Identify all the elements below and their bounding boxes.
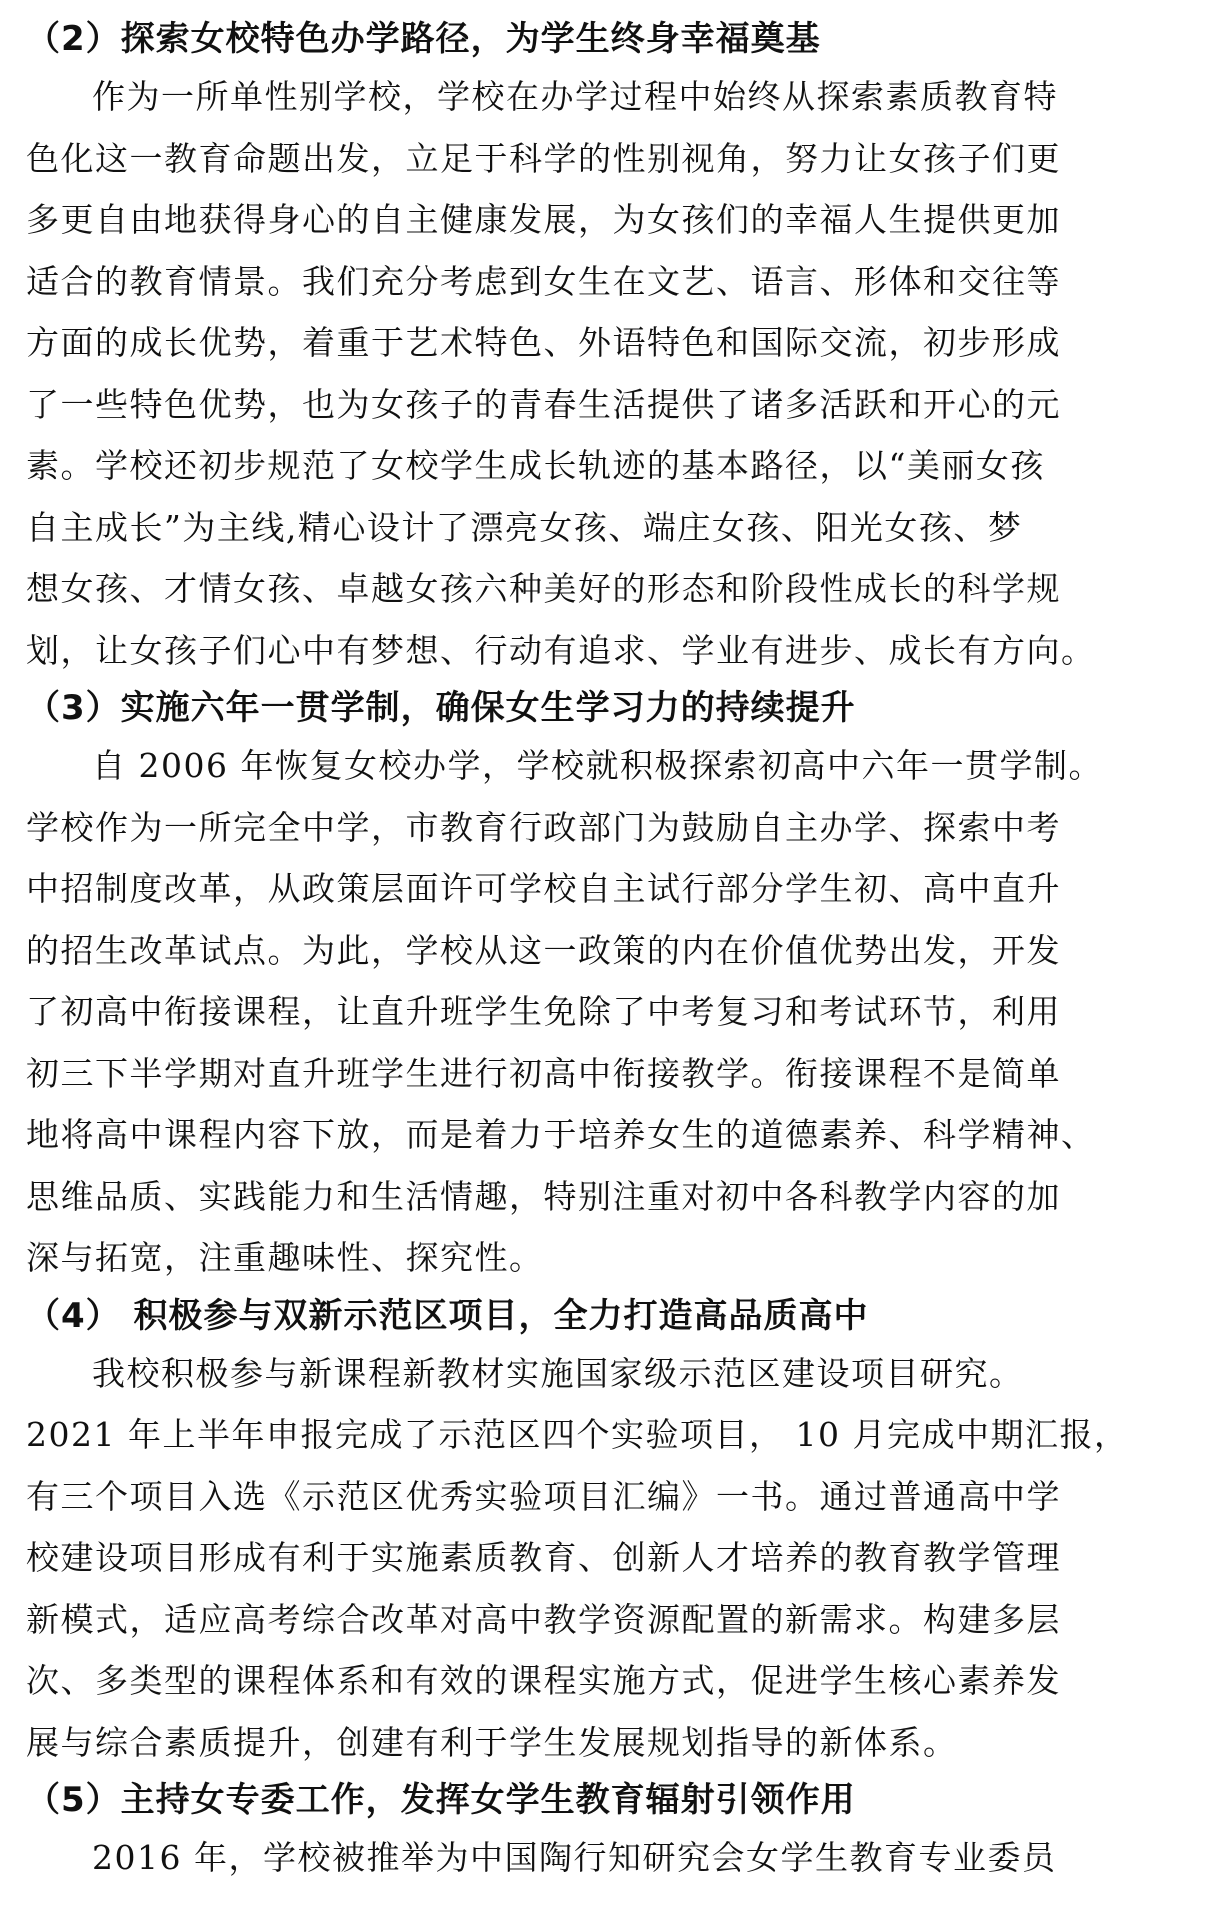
paragraph-line: 展与综合素质提升，创建有利于学生发展规划指导的新体系。: [26, 1722, 958, 1762]
paragraph-line: 划，让女孩子们心中有梦想、行动有追求、学业有进步、成长有方向。: [26, 630, 1096, 670]
paragraph-line: 有三个项目入选《示范区优秀实验项目汇编》一书。通过普通高中学: [26, 1476, 1061, 1516]
paragraph-line: 新模式，适应高考综合改革对高中教学资源配置的新需求。构建多层: [26, 1599, 1061, 1639]
section-2: [26, 12, 1207, 681]
section-heading: （5）主持女专委工作，发挥女学生教育辐射引领作用: [26, 1780, 856, 1820]
paragraph-line: 多更自由地获得身心的自主健康发展，为女孩们的幸福人生提供更加: [26, 200, 1061, 239]
paragraph-line: 素。学校还初步规范了女校学生成长轨迹的基本路径，以“美丽女孩: [26, 446, 1045, 485]
paragraph-line: 想女孩、才情女孩、卓越女孩六种美好的形态和阶段性成长的科学规: [26, 569, 1061, 608]
section-paragraph: [26, 1343, 1207, 1774]
paragraph-line: 深与拓宽，注重趣味性、探究性。: [26, 1238, 544, 1277]
paragraph-line: 2021 年上半年申报完成了示范区四个实验项目， 10 月完成中期汇报，: [26, 1415, 1129, 1454]
paragraph-line: 次、多类型的课程体系和有效的课程实施方式，促进学生核心素养发: [26, 1661, 1061, 1700]
paragraph-line: 学校作为一所完全中学，市教育行政部门为鼓励自主办学、探索中考: [26, 807, 1061, 847]
paragraph-line: 自主成长”为主线,精心设计了漂亮女孩、端庄女孩、阳光女孩、梦: [26, 507, 1023, 547]
paragraph-line: 地将高中课程内容下放，而是着力于培养女生的道德素养、科学精神、: [26, 1115, 1096, 1154]
section-heading: （2）探索女校特色办学路径，为学生终身幸福奠基: [26, 19, 821, 59]
section-4: [26, 1289, 1207, 1774]
section-heading: （4） 积极参与双新示范区项目，全力打造高品质高中: [26, 1295, 869, 1336]
paragraph-line: 2016 年，学校被推举为中国陶行知研究会女学生教育专业委员: [92, 1838, 1057, 1877]
section-heading: （3）实施六年一贯学制，确保女生学习力的持续提升: [26, 688, 856, 728]
paragraph-line: 了初高中衔接课程，让直升班学生免除了中考复习和考试环节，利用: [26, 992, 1061, 1031]
paragraph-line: 的招生改革试点。为此，学校从这一政策的内在价值优势出发，开发: [26, 930, 1061, 970]
section-paragraph: [26, 66, 1207, 681]
paragraph-line: 思维品质、实践能力和生活情趣，特别注重对初中各科教学内容的加: [26, 1176, 1061, 1216]
paragraph-line: 初三下半学期对直升班学生进行初高中衔接教学。衔接课程不是简单: [26, 1053, 1061, 1093]
paragraph-line: 校建设项目形成有利于实施素质教育、创新人才培养的教育教学管理: [26, 1538, 1061, 1577]
section-paragraph: [26, 735, 1207, 1289]
paragraph-line: 色化这一教育命题出发，立足于科学的性别视角，努力让女孩子们更: [26, 138, 1061, 178]
paragraph-line: 适合的教育情景。我们充分考虑到女生在文艺、语言、形体和交往等: [26, 261, 1061, 301]
paragraph-line: 我校积极参与新课程新教材实施国家级示范区建设项目研究。: [92, 1353, 1024, 1393]
paragraph-line: 方面的成长优势，着重于艺术特色、外语特色和国际交流，初步形成: [26, 323, 1061, 362]
section-paragraph: [26, 1827, 1207, 1889]
paragraph-line: 自 2006 年恢复女校办学，学校就积极探索初高中六年一贯学制。: [92, 746, 1103, 785]
section-3: [26, 681, 1207, 1289]
paragraph-line: 作为一所单性别学校，学校在办学过程中始终从探索素质教育特: [92, 77, 1058, 116]
paragraph-line: 了一些特色优势，也为女孩子的青春生活提供了诸多活跃和开心的元: [26, 384, 1061, 424]
paragraph-line: 中招制度改革，从政策层面许可学校自主试行部分学生初、高中直升: [26, 869, 1061, 908]
section-5: [26, 1773, 1207, 1889]
